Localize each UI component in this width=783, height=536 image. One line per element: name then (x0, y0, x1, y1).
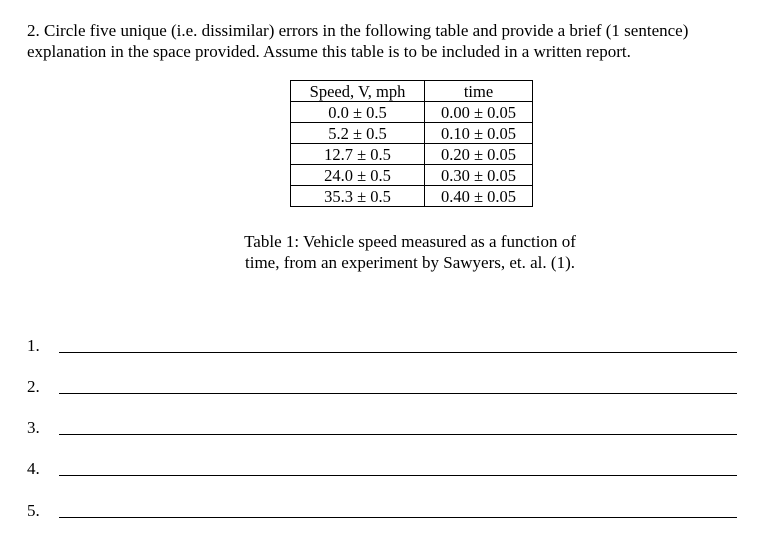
answer-line-1[interactable] (27, 336, 737, 360)
answer-blank[interactable] (59, 475, 737, 476)
answer-number: 5. (27, 501, 40, 520)
cell-speed: 35.3 ± 0.5 (291, 186, 425, 207)
cell-time: 0.40 ± 0.05 (425, 186, 533, 207)
cell-speed: 0.0 ± 0.5 (291, 102, 425, 123)
table-header-row (291, 81, 533, 102)
cell-time: 0.10 ± 0.05 (425, 123, 533, 144)
table-caption (190, 231, 630, 273)
answer-number: 1. (27, 336, 40, 355)
question-line-2: explanation in the space provided. Assume this table is to be included in a written report. (27, 42, 631, 61)
answer-number: 4. (27, 459, 40, 478)
cell-speed: 24.0 ± 0.5 (291, 165, 425, 186)
answer-line-3[interactable] (27, 418, 737, 442)
answer-number: 2. (27, 377, 40, 396)
cell-time: 0.00 ± 0.05 (425, 102, 533, 123)
cell-time: 0.30 ± 0.05 (425, 165, 533, 186)
answer-line-5[interactable] (27, 501, 737, 525)
answer-blank[interactable] (59, 393, 737, 394)
answer-line-4[interactable] (27, 459, 737, 483)
answer-blank[interactable] (59, 517, 737, 518)
caption-line-2: time, from an experiment by Sawyers, et. al. (1). (245, 253, 575, 272)
data-table (290, 80, 533, 207)
table-row (291, 165, 533, 186)
cell-time: 0.20 ± 0.05 (425, 144, 533, 165)
answer-blank[interactable] (59, 434, 737, 435)
cell-speed: 5.2 ± 0.5 (291, 123, 425, 144)
caption-line-1: Table 1: Vehicle speed measured as a function of (244, 232, 576, 251)
table-row (291, 123, 533, 144)
table-row (291, 102, 533, 123)
answer-line-2[interactable] (27, 377, 737, 401)
question-text (27, 20, 757, 62)
header-time: time (425, 81, 533, 102)
answer-blank[interactable] (59, 352, 737, 353)
header-speed: Speed, V, mph (291, 81, 425, 102)
cell-speed: 12.7 ± 0.5 (291, 144, 425, 165)
question-line-1: 2. Circle five unique (i.e. dissimilar) errors in the following table and provide a brief (1 sentence) (27, 21, 689, 40)
table-row (291, 144, 533, 165)
answer-number: 3. (27, 418, 40, 437)
table-row (291, 186, 533, 207)
